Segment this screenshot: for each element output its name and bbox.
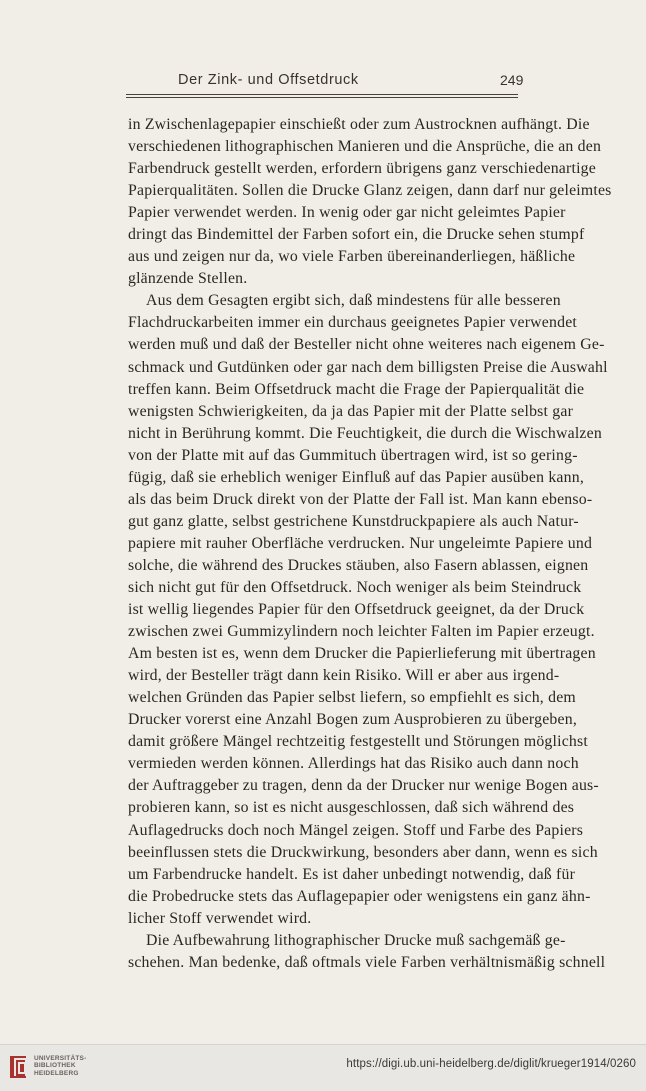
text-line: Auflagedrucks doch noch Mängel zeigen. Stoff und Farbe des Papiers xyxy=(128,821,584,839)
viewer-footer xyxy=(0,1044,646,1091)
text-line: ist wellig liegendes Papier für den Offsetdruck geeignet, da der Druck xyxy=(128,601,585,619)
text-line: dringt das Bindemittel der Farben sofort ein, die Drucke sehen stumpf xyxy=(128,226,585,244)
text-line: gut ganz glatte, selbst gestrichene Kunstdruckpapiere als auch Natur- xyxy=(128,512,579,530)
text-line: aus und zeigen nur da, wo viele Farben übereinanderliegen, häßliche xyxy=(128,248,576,266)
text-line: von der Platte mit auf das Gummituch übertragen wird, ist so gering- xyxy=(128,446,578,464)
text-line: werden muß und daß der Besteller nicht ohne weiteres nach eigenem Ge- xyxy=(128,336,605,354)
text-line: sich nicht gut für den Offsetdruck. Noch weniger als beim Steindruck xyxy=(128,578,582,596)
text-line: licher Stoff verwendet wird. xyxy=(128,909,312,927)
library-name: UNIVERSITÄTS- BIBLIOTHEK HEIDELBERG xyxy=(34,1055,87,1077)
text-line: Am besten ist es, wenn dem Drucker die Papierlieferung mit übertragen xyxy=(128,645,596,663)
text-line: als das beim Druck direkt von der Platte der Fall ist. Man kann ebenso- xyxy=(128,490,593,508)
text-line: treffen kann. Beim Offsetdruck macht die Frage der Papierqualität die xyxy=(128,380,585,398)
running-header xyxy=(0,72,646,92)
text-line: nicht in Berührung kommt. Die Feuchtigkeit, die durch die Wischwalzen xyxy=(128,424,602,442)
text-line: papiere mit rauher Oberfläche verdrucken. Nur ungeleimte Papiere und xyxy=(128,534,593,552)
text-line: der Auftraggeber zu tragen, denn da der Drucker nur wenige Bogen aus- xyxy=(128,777,599,795)
library-logo-icon xyxy=(9,1055,27,1079)
body-text xyxy=(128,114,612,974)
text-line: Papier verwendet werden. In wenig oder gar nicht geleimtes Papier xyxy=(128,204,566,222)
text-line: Drucker vorerst eine Anzahl Bogen zum Ausprobieren zu übergeben, xyxy=(128,711,577,729)
text-line: Die Aufbewahrung lithographischer Drucke muß sachgemäß ge- xyxy=(146,931,566,949)
page-number: 249 xyxy=(500,72,524,88)
header-rule-bottom xyxy=(126,97,518,98)
text-line: die Probedrucke stets das Auflagepapier oder wenigstens ein ganz ähn- xyxy=(128,887,591,905)
text-line: verschiedenen lithographischen Manieren und die Ansprüche, die an den xyxy=(128,138,602,156)
text-line: fügig, daß sie erheblich weniger Einfluß auf das Papier ausüben kann, xyxy=(128,468,584,486)
text-line: zwischen zwei Gummizylindern noch leichter Falten im Papier erzeugt. xyxy=(128,623,595,641)
text-line: in Zwischenlagepapier einschießt oder zum Austrocknen aufhängt. Die xyxy=(128,116,590,133)
text-line: beeinflussen stets die Druckwirkung, besonders aber dann, wenn es sich xyxy=(128,843,598,861)
text-line: welchen Gründen das Papier selbst liefern, so empfiehlt es sich, dem xyxy=(128,689,576,707)
text-line: damit größere Mängel rechtzeitig festgestellt und Störungen möglichst xyxy=(128,733,588,751)
text-line: wenigsten Schwierigkeiten, da ja das Papier mit der Platte selbst gar xyxy=(128,402,574,420)
text-line: schmack und Gutdünken oder gar nach dem billigsten Preise die Auswahl xyxy=(128,358,608,376)
text-line: schehen. Man bedenke, daß oftmals viele Farben verhältnismäßig schnell xyxy=(128,953,606,971)
source-url-link[interactable]: https://digi.ub.uni-heidelberg.de/diglit/krueger1914/0260 xyxy=(346,1058,636,1070)
text-line: glänzende Stellen. xyxy=(128,270,248,288)
text-line: Papierqualitäten. Sollen die Drucke Glanz zeigen, dann darf nur geleimtes xyxy=(128,182,612,200)
text-line: wird, der Besteller trägt dann kein Risiko. Will er aber aus irgend- xyxy=(128,667,560,685)
text-line: probieren kann, so ist es nicht ausgeschlossen, daß sich während des xyxy=(128,799,575,817)
text-line: Flachdruckarbeiten immer ein durchaus geeignetes Papier verwendet xyxy=(128,314,577,332)
text-line: solche, die während des Druckes stäuben, also Fasern ablassen, eignen xyxy=(128,556,589,574)
text-line: Farbendruck gestellt werden, erfordern übrigens ganz verschiedenartige xyxy=(128,160,596,178)
text-line: um Farbendrucke handelt. Es ist daher unbedingt notwendig, daß für xyxy=(128,865,576,883)
text-line: Aus dem Gesagten ergibt sich, daß mindestens für alle besseren xyxy=(146,292,561,310)
text-line: vermieden werden können. Allerdings hat das Risiko auch dann noch xyxy=(128,755,579,773)
header-rule-top xyxy=(126,94,518,95)
running-header-title: Der Zink- und Offsetdruck xyxy=(178,72,359,88)
